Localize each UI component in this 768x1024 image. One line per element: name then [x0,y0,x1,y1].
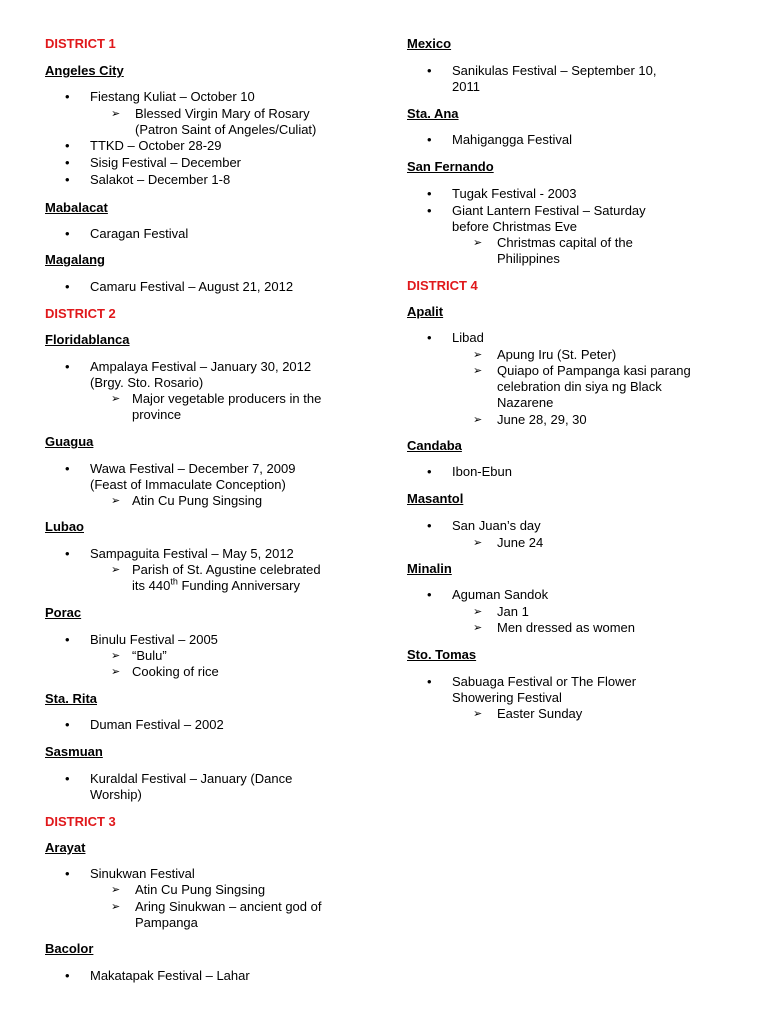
arrow-bullet-icon: ➢ [473,606,483,618]
place-sta-rita: Sta. Rita [45,691,98,706]
arrow-bullet-icon: ➢ [111,564,121,576]
list-item: Mahigangga Festival [452,132,572,147]
arrow-bullet-icon: ➢ [111,393,121,405]
arrow-bullet-icon: ➢ [111,884,121,896]
list-item: Sinukwan Festival [90,866,195,881]
list-item: Giant Lantern Festival – Saturday [452,203,646,218]
arrow-bullet-icon: ➢ [473,708,483,720]
arrow-bullet-icon: ➢ [473,622,483,634]
list-item-cont: Worship) [90,787,142,802]
bullet-icon: • [427,132,432,147]
arrow-bullet-icon: ➢ [473,414,483,426]
list-item: Duman Festival – 2002 [90,717,224,732]
place-sasmuan: Sasmuan [45,744,103,759]
bullet-icon: • [65,155,70,170]
place-lubao: Lubao [45,519,84,534]
sub-item: Christmas capital of the [497,235,633,250]
arrow-bullet-icon: ➢ [111,901,121,913]
bullet-icon: • [65,546,70,561]
sub-item: Major vegetable producers in the [132,391,322,406]
place-magalang: Magalang [45,252,105,267]
sub-item: June 24 [497,535,544,550]
place-san-fernando: San Fernando [407,159,494,174]
list-item: Aguman Sandok [452,587,549,602]
bullet-icon: • [65,717,70,732]
arrow-bullet-icon: ➢ [473,237,483,249]
bullet-icon: • [65,138,70,153]
sub-item-cont: Pampanga [135,915,198,930]
sub-item: June 28, 29, 30 [497,412,587,427]
arrow-bullet-icon: ➢ [111,495,121,507]
sub-item-cont: Philippines [497,251,560,266]
sub-item: Easter Sunday [497,706,583,721]
place-candaba: Candaba [407,438,462,453]
bullet-icon: • [65,89,70,104]
place-mexico: Mexico [407,36,452,51]
district-2-heading: DISTRICT 2 [45,306,116,321]
bullet-icon: • [65,771,70,786]
bullet-icon: • [65,461,70,476]
arrow-bullet-icon: ➢ [111,108,121,120]
list-item: Sabuaga Festival or The Flower [452,674,637,689]
sub-item: Atin Cu Pung Singsing [135,882,266,897]
bullet-icon: • [427,186,432,201]
list-item: Camaru Festival – August 21, 2012 [90,279,294,294]
list-item: Ibon-Ebun [452,464,512,479]
sub-item-cont [132,578,300,594]
place-angeles-city: Angeles City [45,63,124,78]
sub-item-cont: celebration din siya ng Black [497,379,662,394]
list-item: Salakot – December 1-8 [90,172,231,187]
list-item: San Juan’s day [452,518,541,533]
list-item-cont: Showering Festival [452,690,562,705]
list-item: Kuraldal Festival – January (Dance [90,771,293,786]
list-item-cont: (Brgy. Sto. Rosario) [90,375,204,390]
sub-item: Aring Sinukwan – ancient god of [135,899,322,914]
sub-item: Men dressed as women [497,620,636,635]
arrow-bullet-icon: ➢ [473,349,483,361]
list-item-cont: before Christmas Eve [452,219,577,234]
bullet-icon: • [65,359,70,374]
list-item: Wawa Festival – December 7, 2009 [90,461,296,476]
arrow-bullet-icon: ➢ [473,537,483,549]
sub-item: “Bulu” [132,648,167,663]
list-item: Fiestang Kuliat – October 10 [90,89,255,104]
list-item: Tugak Festival - 2003 [452,186,577,201]
district-1-heading: DISTRICT 1 [45,36,116,51]
place-mabalacat: Mabalacat [45,200,108,215]
list-item: Ampalaya Festival – January 30, 2012 [90,359,312,374]
place-bacolor: Bacolor [45,941,94,956]
sub-item-text: Funding Anniversary [177,578,300,593]
place-porac: Porac [45,605,82,620]
list-item: Makatapak Festival – Lahar [90,968,250,983]
sub-item-cont: Nazarene [497,395,554,410]
bullet-icon: • [65,279,70,294]
list-item: Sampaguita Festival – May 5, 2012 [90,546,294,561]
sub-item: Quiapo of Pampanga kasi parang [497,363,691,378]
list-item: Binulu Festival – 2005 [90,632,218,647]
bullet-icon: • [427,63,432,78]
list-item-cont: (Feast of Immaculate Conception) [90,477,286,492]
arrow-bullet-icon: ➢ [111,650,121,662]
place-sto-tomas: Sto. Tomas [407,647,477,662]
list-item: Sisig Festival – December [90,155,241,170]
district-4-heading: DISTRICT 4 [407,278,478,293]
bullet-icon: • [65,968,70,983]
place-masantol: Masantol [407,491,464,506]
sub-item: Blessed Virgin Mary of Rosary [135,106,310,121]
place-apalit: Apalit [407,304,444,319]
bullet-icon: • [427,330,432,345]
sub-item: Cooking of rice [132,664,219,679]
arrow-bullet-icon: ➢ [111,666,121,678]
arrow-bullet-icon: ➢ [473,365,483,377]
bullet-icon: • [427,464,432,479]
place-sta-ana: Sta. Ana [407,106,459,121]
bullet-icon: • [427,518,432,533]
list-item: Libad [452,330,484,345]
bullet-icon: • [65,866,70,881]
place-guagua: Guagua [45,434,94,449]
list-item: TTKD – October 28-29 [90,138,222,153]
sub-item-cont: (Patron Saint of Angeles/Culiat) [135,122,317,137]
sub-item: Apung Iru (St. Peter) [497,347,617,362]
sub-item-text: its 440 [132,578,171,593]
bullet-icon: • [427,674,432,689]
place-arayat: Arayat [45,840,86,855]
bullet-icon: • [65,226,70,241]
sub-item-cont: province [132,407,182,422]
list-item: Caragan Festival [90,226,189,241]
sub-item: Atin Cu Pung Singsing [132,493,263,508]
bullet-icon: • [427,203,432,218]
bullet-icon: • [65,172,70,187]
sub-item: Jan 1 [497,604,529,619]
list-item-cont: 2011 [452,79,480,94]
place-minalin: Minalin [407,561,452,576]
bullet-icon: • [65,632,70,647]
list-item: Sanikulas Festival – September 10, [452,63,657,78]
place-floridablanca: Floridablanca [45,332,130,347]
sub-item: Parish of St. Agustine celebrated [132,562,321,577]
district-3-heading: DISTRICT 3 [45,814,116,829]
ordinal-suffix: th [170,576,178,587]
bullet-icon: • [427,587,432,602]
